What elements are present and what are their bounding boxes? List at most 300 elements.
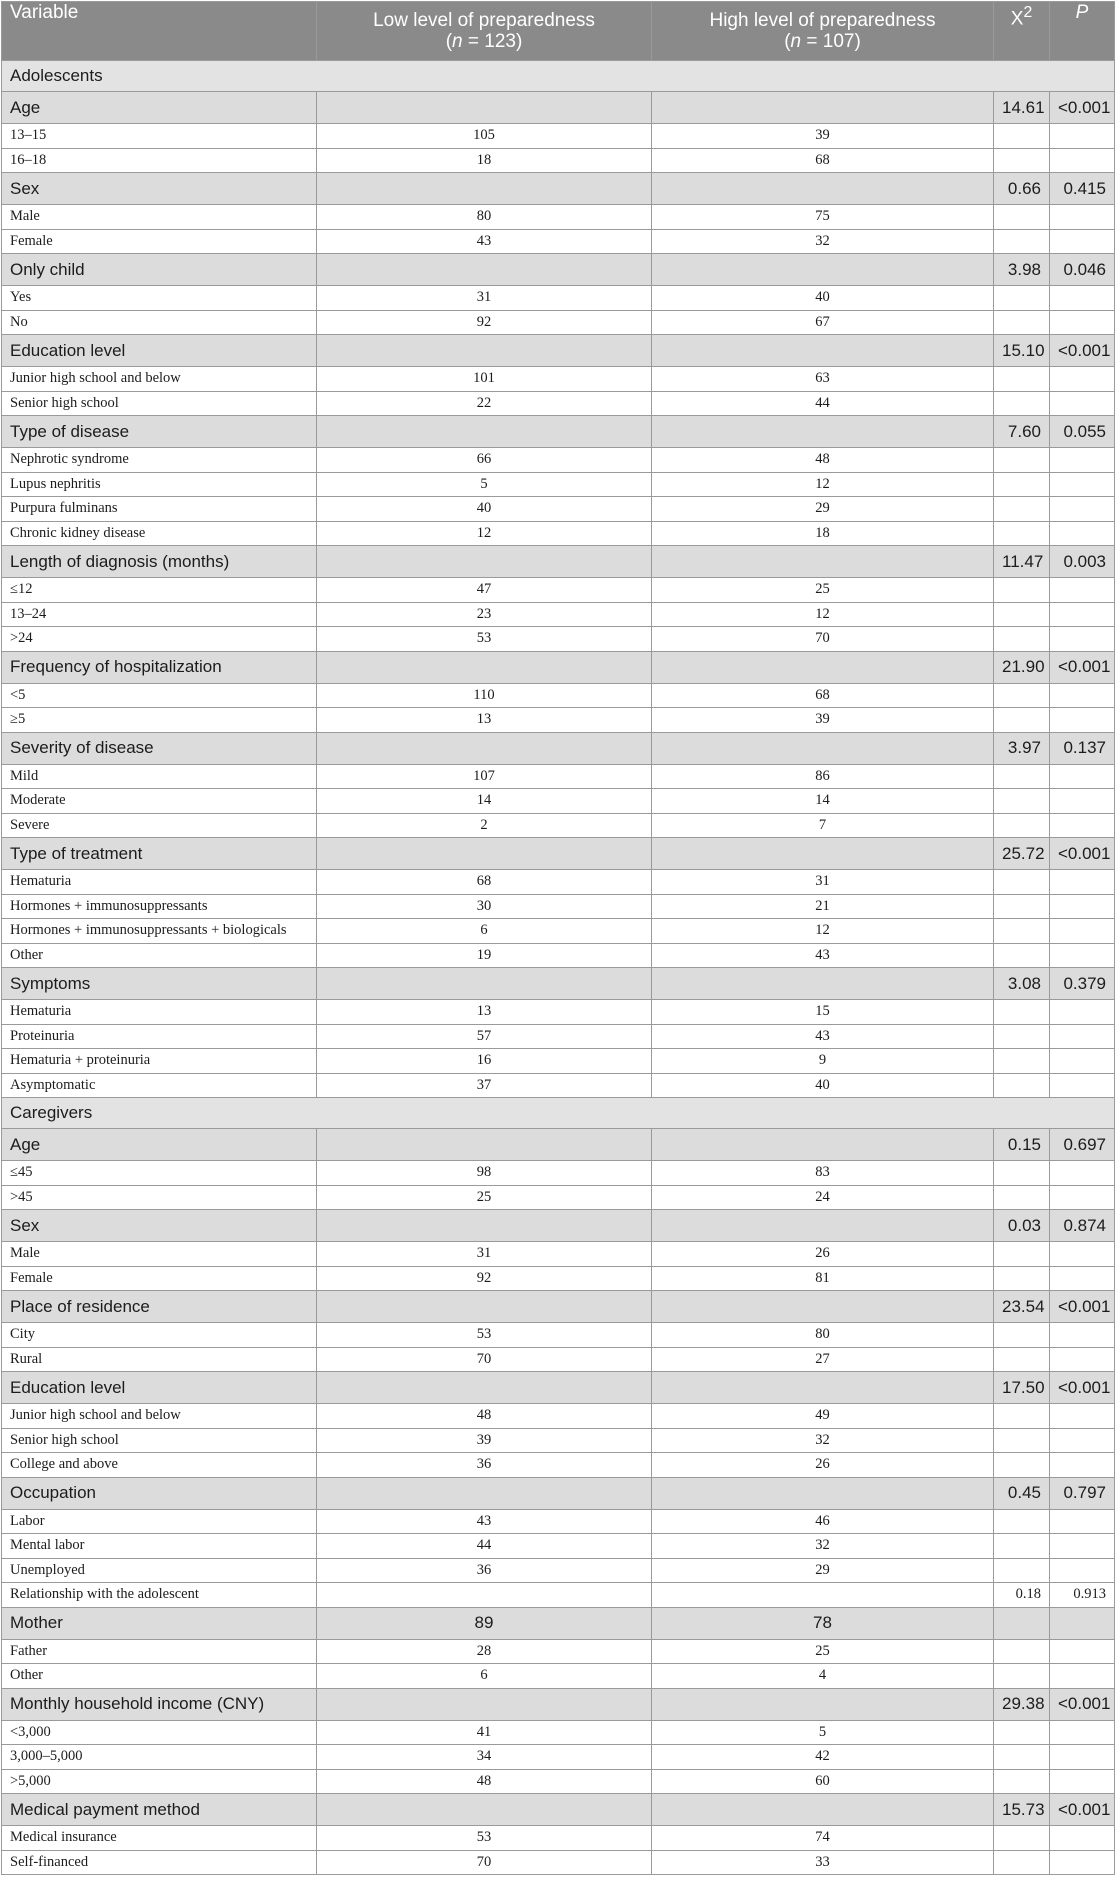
row-label: Labor <box>2 1509 317 1534</box>
high-preparedness-cell: 9 <box>652 1049 994 1074</box>
category-row <box>2 919 1115 944</box>
row-label: Hormones + immunosuppressants <box>2 894 317 919</box>
p-value-cell: 0.055 <box>1050 416 1115 448</box>
low-preparedness-cell: 28 <box>317 1639 652 1664</box>
category-row <box>2 229 1115 254</box>
row-label: Moderate <box>2 789 317 814</box>
row-label: Relationship with the adolescent <box>2 1583 317 1608</box>
category-row <box>2 1000 1115 1025</box>
p-value-cell <box>1050 602 1115 627</box>
p-value-cell <box>1050 205 1115 230</box>
high-preparedness-cell: 44 <box>652 391 994 416</box>
p-value-cell <box>1050 1558 1115 1583</box>
row-label: >24 <box>2 627 317 652</box>
low-preparedness-cell: 16 <box>317 1049 652 1074</box>
p-value-cell: 0.913 <box>1050 1583 1115 1608</box>
variable-row <box>2 173 1115 205</box>
high-preparedness-cell: 12 <box>652 602 994 627</box>
row-label: Sex <box>2 173 317 205</box>
chi-square-cell <box>994 1000 1050 1025</box>
high-preparedness-cell <box>652 1210 994 1242</box>
p-value-cell <box>1050 1000 1115 1025</box>
low-preparedness-cell: 48 <box>317 1769 652 1794</box>
low-preparedness-cell: 80 <box>317 205 652 230</box>
row-label: Hormones + immunosuppressants + biologicals <box>2 919 317 944</box>
low-preparedness-cell <box>317 838 652 870</box>
category-row <box>2 813 1115 838</box>
row-label: 13–15 <box>2 124 317 149</box>
row-label: Senior high school <box>2 1428 317 1453</box>
header-p-value: P <box>1050 2 1115 61</box>
row-label: Unemployed <box>2 1558 317 1583</box>
category-row <box>2 1073 1115 1098</box>
chi-square-cell: 3.08 <box>994 968 1050 1000</box>
high-preparedness-cell: 4 <box>652 1664 994 1689</box>
row-label: College and above <box>2 1453 317 1478</box>
category-row <box>2 310 1115 335</box>
low-preparedness-cell: 37 <box>317 1073 652 1098</box>
header-high-n-var: n <box>790 31 802 52</box>
p-value-cell <box>1050 789 1115 814</box>
row-label: City <box>2 1323 317 1348</box>
row-label: No <box>2 310 317 335</box>
p-value-cell <box>1050 1639 1115 1664</box>
high-preparedness-cell: 25 <box>652 578 994 603</box>
high-preparedness-cell <box>652 1794 994 1826</box>
row-label: Female <box>2 1266 317 1291</box>
header-chi-square <box>994 2 1050 61</box>
low-preparedness-cell: 68 <box>317 870 652 895</box>
chi-square-cell <box>994 1049 1050 1074</box>
high-preparedness-cell: 32 <box>652 1534 994 1559</box>
row-label: Age <box>2 1129 317 1161</box>
category-row <box>2 472 1115 497</box>
chi-square-cell <box>994 310 1050 335</box>
high-preparedness-cell: 7 <box>652 813 994 838</box>
p-value-cell <box>1050 229 1115 254</box>
variable-row <box>2 1129 1115 1161</box>
low-preparedness-cell: 31 <box>317 1242 652 1267</box>
category-row <box>2 1558 1115 1583</box>
variable-row <box>2 1794 1115 1826</box>
high-preparedness-cell: 26 <box>652 1242 994 1267</box>
chi-square-cell <box>994 1509 1050 1534</box>
category-row <box>2 1428 1115 1453</box>
p-value-cell <box>1050 1607 1115 1639</box>
high-preparedness-cell: 12 <box>652 472 994 497</box>
header-high-title: High level of preparedness <box>709 10 936 31</box>
p-value-cell <box>1050 1024 1115 1049</box>
chi-square-cell <box>994 1161 1050 1186</box>
chi-square-cell <box>994 148 1050 173</box>
category-row <box>2 1266 1115 1291</box>
category-row <box>2 1583 1115 1608</box>
header-low-n-value: = 123) <box>462 31 523 52</box>
p-value-cell: 0.003 <box>1050 546 1115 578</box>
p-value-cell <box>1050 1826 1115 1851</box>
row-label: Proteinuria <box>2 1024 317 1049</box>
chi-square-cell <box>994 943 1050 968</box>
row-label: Medical payment method <box>2 1794 317 1826</box>
low-preparedness-cell: 22 <box>317 391 652 416</box>
row-label: Senior high school <box>2 391 317 416</box>
high-preparedness-cell <box>652 92 994 124</box>
chi-square-cell <box>994 1024 1050 1049</box>
row-label: Hematuria <box>2 870 317 895</box>
category-row <box>2 1745 1115 1770</box>
p-value-cell: 0.697 <box>1050 1129 1115 1161</box>
chi-square-cell: 0.03 <box>994 1210 1050 1242</box>
high-preparedness-cell <box>652 1583 994 1608</box>
header-low-n-prefix: ( <box>445 31 453 52</box>
high-preparedness-cell <box>652 1291 994 1323</box>
chi-square-cell: 11.47 <box>994 546 1050 578</box>
row-label: Medical insurance <box>2 1826 317 1851</box>
low-preparedness-cell: 2 <box>317 813 652 838</box>
chi-square-cell: 7.60 <box>994 416 1050 448</box>
high-preparedness-cell: 32 <box>652 229 994 254</box>
low-preparedness-cell: 92 <box>317 1266 652 1291</box>
variable-row <box>2 546 1115 578</box>
chi-square-cell <box>994 764 1050 789</box>
p-value-cell <box>1050 1266 1115 1291</box>
chi-square-cell: 21.90 <box>994 651 1050 683</box>
p-value-cell: 0.797 <box>1050 1477 1115 1509</box>
chi-square-cell <box>994 1607 1050 1639</box>
variable-row <box>2 968 1115 1000</box>
low-preparedness-cell: 110 <box>317 683 652 708</box>
chi-square-cell <box>994 813 1050 838</box>
p-value-cell <box>1050 683 1115 708</box>
variable-row <box>2 254 1115 286</box>
row-label: Length of diagnosis (months) <box>2 546 317 578</box>
p-value-cell <box>1050 1161 1115 1186</box>
variable-row <box>2 416 1115 448</box>
high-preparedness-cell <box>652 173 994 205</box>
p-value-cell <box>1050 1509 1115 1534</box>
low-preparedness-cell: 101 <box>317 367 652 392</box>
p-value-cell: 0.137 <box>1050 732 1115 764</box>
low-preparedness-cell: 66 <box>317 448 652 473</box>
section-row <box>2 61 1115 92</box>
high-preparedness-cell: 83 <box>652 1161 994 1186</box>
chi-square-cell <box>994 124 1050 149</box>
row-label: 16–18 <box>2 148 317 173</box>
p-value-cell <box>1050 894 1115 919</box>
high-preparedness-cell: 40 <box>652 1073 994 1098</box>
low-preparedness-cell: 31 <box>317 286 652 311</box>
preparedness-table <box>1 1 1115 1875</box>
header-high-n-prefix: ( <box>784 31 791 52</box>
category-row <box>2 1826 1115 1851</box>
high-preparedness-cell: 29 <box>652 497 994 522</box>
chi-square-cell <box>994 286 1050 311</box>
low-preparedness-cell: 70 <box>317 1850 652 1875</box>
chi-square-cell <box>994 205 1050 230</box>
category-row <box>2 602 1115 627</box>
category-row <box>2 391 1115 416</box>
header-variable: Variable <box>2 2 317 61</box>
p-value-cell: <0.001 <box>1050 838 1115 870</box>
category-row <box>2 627 1115 652</box>
row-label: Other <box>2 943 317 968</box>
variable-row <box>2 1477 1115 1509</box>
row-label: >45 <box>2 1185 317 1210</box>
variable-row <box>2 1210 1115 1242</box>
high-preparedness-cell: 18 <box>652 521 994 546</box>
row-label: <5 <box>2 683 317 708</box>
variable-row <box>2 1372 1115 1404</box>
chi-square-cell <box>994 1428 1050 1453</box>
section-label: Adolescents <box>2 61 1115 92</box>
category-row <box>2 943 1115 968</box>
high-preparedness-cell <box>652 1688 994 1720</box>
chi-square-cell <box>994 448 1050 473</box>
p-value-cell: <0.001 <box>1050 335 1115 367</box>
category-row <box>2 124 1115 149</box>
low-preparedness-cell <box>317 1291 652 1323</box>
variable-row <box>2 732 1115 764</box>
low-preparedness-cell: 47 <box>317 578 652 603</box>
row-label: Sex <box>2 1210 317 1242</box>
low-preparedness-cell: 25 <box>317 1185 652 1210</box>
chi-square-cell <box>994 1720 1050 1745</box>
chi-square-cell <box>994 1745 1050 1770</box>
section-row <box>2 1098 1115 1129</box>
category-row <box>2 148 1115 173</box>
low-preparedness-cell <box>317 254 652 286</box>
chi-square-cell: 25.72 <box>994 838 1050 870</box>
category-row <box>2 1850 1115 1875</box>
low-preparedness-cell: 41 <box>317 1720 652 1745</box>
high-preparedness-cell: 81 <box>652 1266 994 1291</box>
row-label: Mother <box>2 1607 317 1639</box>
category-row <box>2 1185 1115 1210</box>
row-label: Hematuria <box>2 1000 317 1025</box>
row-label: Occupation <box>2 1477 317 1509</box>
category-row <box>2 497 1115 522</box>
category-row <box>2 1242 1115 1267</box>
chi-square-cell <box>994 627 1050 652</box>
high-preparedness-cell <box>652 254 994 286</box>
low-preparedness-cell <box>317 173 652 205</box>
low-preparedness-cell: 12 <box>317 521 652 546</box>
row-label: Lupus nephritis <box>2 472 317 497</box>
high-preparedness-cell: 48 <box>652 448 994 473</box>
high-preparedness-cell: 29 <box>652 1558 994 1583</box>
chi-square-cell <box>994 1850 1050 1875</box>
low-preparedness-cell: 57 <box>317 1024 652 1049</box>
p-value-cell <box>1050 1185 1115 1210</box>
chi-square-cell <box>994 1769 1050 1794</box>
high-preparedness-cell <box>652 1372 994 1404</box>
chi-square-cell: 15.10 <box>994 335 1050 367</box>
high-preparedness-cell: 86 <box>652 764 994 789</box>
low-preparedness-cell: 39 <box>317 1428 652 1453</box>
low-preparedness-cell: 44 <box>317 1534 652 1559</box>
p-value-cell <box>1050 1664 1115 1689</box>
row-label: Mild <box>2 764 317 789</box>
chi-square-cell <box>994 1453 1050 1478</box>
p-value-cell <box>1050 1404 1115 1429</box>
row-label: Hematuria + proteinuria <box>2 1049 317 1074</box>
chi-square-cell <box>994 602 1050 627</box>
high-preparedness-cell <box>652 732 994 764</box>
chi-square-cell <box>994 1534 1050 1559</box>
low-preparedness-cell: 105 <box>317 124 652 149</box>
row-label: 3,000–5,000 <box>2 1745 317 1770</box>
header-high-preparedness <box>652 2 994 61</box>
p-value-cell: 0.874 <box>1050 1210 1115 1242</box>
p-value-cell <box>1050 1073 1115 1098</box>
chi-square-cell <box>994 578 1050 603</box>
chi-square-cell <box>994 472 1050 497</box>
p-value-cell: 0.415 <box>1050 173 1115 205</box>
row-label: >5,000 <box>2 1769 317 1794</box>
row-label: 13–24 <box>2 602 317 627</box>
chi-square-cell: 3.98 <box>994 254 1050 286</box>
chi-square-cell: 29.38 <box>994 1688 1050 1720</box>
high-preparedness-cell: 24 <box>652 1185 994 1210</box>
low-preparedness-cell: 53 <box>317 1323 652 1348</box>
high-preparedness-cell <box>652 838 994 870</box>
p-value-cell <box>1050 1049 1115 1074</box>
category-row <box>2 1639 1115 1664</box>
chi-square-cell <box>994 708 1050 733</box>
p-value-cell <box>1050 472 1115 497</box>
row-label: Junior high school and below <box>2 1404 317 1429</box>
row-label: Severe <box>2 813 317 838</box>
low-preparedness-cell <box>317 968 652 1000</box>
low-preparedness-cell: 53 <box>317 1826 652 1851</box>
p-value-cell <box>1050 1534 1115 1559</box>
row-label: Type of disease <box>2 416 317 448</box>
header-chi-sup: 2 <box>1023 4 1033 21</box>
high-preparedness-cell: 78 <box>652 1607 994 1639</box>
chi-square-cell <box>994 1404 1050 1429</box>
low-preparedness-cell: 43 <box>317 1509 652 1534</box>
variable-row <box>2 1688 1115 1720</box>
category-row <box>2 1769 1115 1794</box>
low-preparedness-cell <box>317 732 652 764</box>
low-preparedness-cell: 89 <box>317 1607 652 1639</box>
p-value-cell <box>1050 286 1115 311</box>
high-preparedness-cell: 27 <box>652 1347 994 1372</box>
high-preparedness-cell: 12 <box>652 919 994 944</box>
row-label: Education level <box>2 335 317 367</box>
category-row <box>2 789 1115 814</box>
p-value-cell <box>1050 813 1115 838</box>
chi-square-cell <box>994 1266 1050 1291</box>
chi-square-cell <box>994 894 1050 919</box>
p-value-cell <box>1050 1720 1115 1745</box>
row-label: Chronic kidney disease <box>2 521 317 546</box>
p-value-cell <box>1050 1745 1115 1770</box>
chi-square-cell <box>994 1073 1050 1098</box>
chi-square-cell <box>994 1558 1050 1583</box>
p-value-cell <box>1050 870 1115 895</box>
high-preparedness-cell: 39 <box>652 124 994 149</box>
low-preparedness-cell: 19 <box>317 943 652 968</box>
chi-square-cell <box>994 1347 1050 1372</box>
header-low-n-var: n <box>452 31 463 52</box>
low-preparedness-cell <box>317 1372 652 1404</box>
p-value-cell <box>1050 148 1115 173</box>
row-label: Age <box>2 92 317 124</box>
chi-square-cell: 3.97 <box>994 732 1050 764</box>
chi-square-cell: 0.66 <box>994 173 1050 205</box>
high-preparedness-cell: 68 <box>652 683 994 708</box>
category-row <box>2 205 1115 230</box>
row-label: Severity of disease <box>2 732 317 764</box>
low-preparedness-cell <box>317 416 652 448</box>
high-preparedness-cell <box>652 416 994 448</box>
header-low-title: Low level of preparedness <box>373 10 595 31</box>
high-preparedness-cell: 42 <box>652 1745 994 1770</box>
category-row <box>2 1509 1115 1534</box>
row-label: Father <box>2 1639 317 1664</box>
p-value-cell <box>1050 1323 1115 1348</box>
p-value-cell <box>1050 578 1115 603</box>
low-preparedness-cell: 98 <box>317 1161 652 1186</box>
p-value-cell <box>1050 448 1115 473</box>
high-preparedness-cell: 21 <box>652 894 994 919</box>
p-value-cell <box>1050 1242 1115 1267</box>
p-value-cell <box>1050 1347 1115 1372</box>
p-value-cell <box>1050 124 1115 149</box>
chi-square-cell: 0.18 <box>994 1583 1050 1608</box>
header-chi-symbol: X <box>1010 8 1024 30</box>
row-label: Frequency of hospitalization <box>2 651 317 683</box>
low-preparedness-cell <box>317 1210 652 1242</box>
p-value-cell <box>1050 391 1115 416</box>
low-preparedness-cell: 23 <box>317 602 652 627</box>
low-preparedness-cell <box>317 1583 652 1608</box>
chi-square-cell <box>994 789 1050 814</box>
low-preparedness-cell: 18 <box>317 148 652 173</box>
category-row <box>2 764 1115 789</box>
high-preparedness-cell: 33 <box>652 1850 994 1875</box>
category-row <box>2 1404 1115 1429</box>
row-label: Asymptomatic <box>2 1073 317 1098</box>
row-label: Self-financed <box>2 1850 317 1875</box>
row-label: Nephrotic syndrome <box>2 448 317 473</box>
low-preparedness-cell <box>317 335 652 367</box>
high-preparedness-cell: 39 <box>652 708 994 733</box>
row-label: ≤45 <box>2 1161 317 1186</box>
row-label: Symptoms <box>2 968 317 1000</box>
chi-square-cell <box>994 1664 1050 1689</box>
p-value-cell <box>1050 1769 1115 1794</box>
row-label: Male <box>2 205 317 230</box>
chi-square-cell <box>994 497 1050 522</box>
chi-square-cell: 14.61 <box>994 92 1050 124</box>
p-value-cell <box>1050 919 1115 944</box>
p-value-cell <box>1050 1850 1115 1875</box>
low-preparedness-cell <box>317 1688 652 1720</box>
variable-row <box>2 335 1115 367</box>
high-preparedness-cell <box>652 1477 994 1509</box>
category-row <box>2 1161 1115 1186</box>
low-preparedness-cell <box>317 1477 652 1509</box>
high-preparedness-cell: 49 <box>652 1404 994 1429</box>
high-preparedness-cell: 43 <box>652 943 994 968</box>
category-row <box>2 1720 1115 1745</box>
row-label: Only child <box>2 254 317 286</box>
high-preparedness-cell: 40 <box>652 286 994 311</box>
p-value-cell <box>1050 1428 1115 1453</box>
variable-row <box>2 92 1115 124</box>
